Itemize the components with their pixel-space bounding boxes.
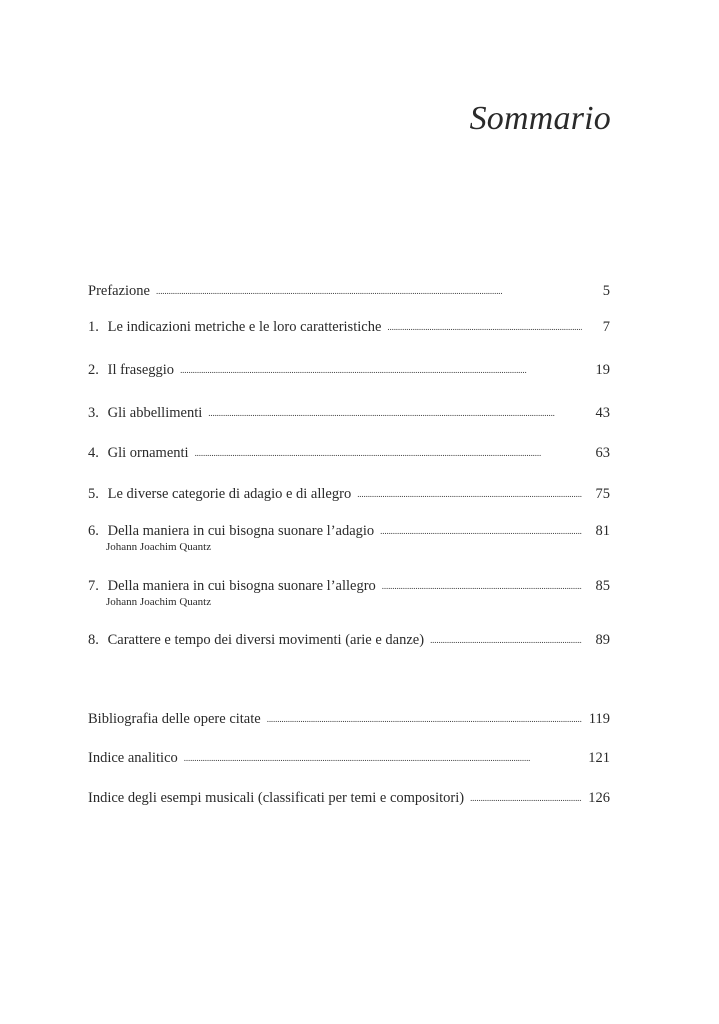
toc-page-number: 121 [588,750,610,766]
toc-page-number: 43 [595,405,610,421]
chapter-number: 5. [88,486,99,502]
toc-entry-label: Della maniera in cui bisogna suonare l’allegro [107,578,376,594]
chapter-number: 2. [88,362,99,378]
leader-dots [156,282,582,300]
toc-page-number: 75 [595,486,610,502]
leader-dots [195,444,582,462]
chapter-number: 1. [88,319,99,335]
toc-entry-label: Indice analitico [88,750,178,766]
toc-entry-label: Le indicazioni metriche e le loro caratteristiche [107,319,382,335]
leader-dots [357,485,582,503]
toc-entry-chapter-6 [88,522,610,554]
leader-dots [470,789,582,807]
toc-page-number: 81 [595,523,610,539]
toc-entry-prefazione [88,282,610,301]
toc-entry-chapter-3 [88,404,610,423]
toc-entry-label: Le diverse categorie di adagio e di allegro [107,486,352,502]
toc-page-number: 7 [602,319,610,335]
toc-entry-label: Carattere e tempo dei diversi movimenti (arie e danze) [107,632,425,648]
toc-entry-label: Indice degli esempi musicali (classificati per temi e compositori) [88,790,465,806]
chapter-number: 7. [88,578,99,594]
chapter-author: Johann Joachim Quantz [106,541,212,553]
toc-page-number: 126 [588,790,610,806]
toc-entry-label: Bibliografia delle opere citate [88,711,261,727]
leader-dots [180,361,582,379]
toc-entry-chapter-8 [88,631,610,650]
toc-entry-chapter-4 [88,444,610,463]
toc-entry-indice-esempi [88,789,610,808]
toc-page-number: 63 [595,445,610,461]
toc-entry-chapter-1 [88,318,610,337]
leader-dots [208,404,582,422]
chapter-number: 6. [88,523,99,539]
toc-page-number: 5 [602,283,610,299]
chapter-author: Johann Joachim Quantz [106,596,212,608]
toc-page-number: 119 [588,711,610,727]
toc-entry-label: Prefazione [88,283,150,299]
toc-entry-label: Della maniera in cui bisogna suonare l’adagio [107,523,375,539]
toc-page-number: 89 [595,632,610,648]
page-title: Sommario [469,100,611,137]
leader-dots [267,710,582,728]
leader-dots [184,749,582,767]
chapter-number: 8. [88,632,99,648]
leader-dots [382,577,582,595]
toc-page-number: 19 [595,362,610,378]
toc-entry-chapter-7 [88,577,610,609]
toc-entry-label: Gli abbellimenti [107,405,203,421]
toc-entry-label: Gli ornamenti [107,445,189,461]
toc-entry-chapter-5 [88,485,610,504]
toc-entry-label: Il fraseggio [107,362,175,378]
toc-page-number: 85 [595,578,610,594]
chapter-number: 3. [88,405,99,421]
toc-entry-bibliografia [88,710,610,729]
leader-dots [387,318,582,336]
toc-entry-indice-analitico [88,749,610,768]
toc-entry-chapter-2 [88,361,610,380]
chapter-number: 4. [88,445,99,461]
leader-dots [430,631,582,649]
leader-dots [380,522,582,540]
